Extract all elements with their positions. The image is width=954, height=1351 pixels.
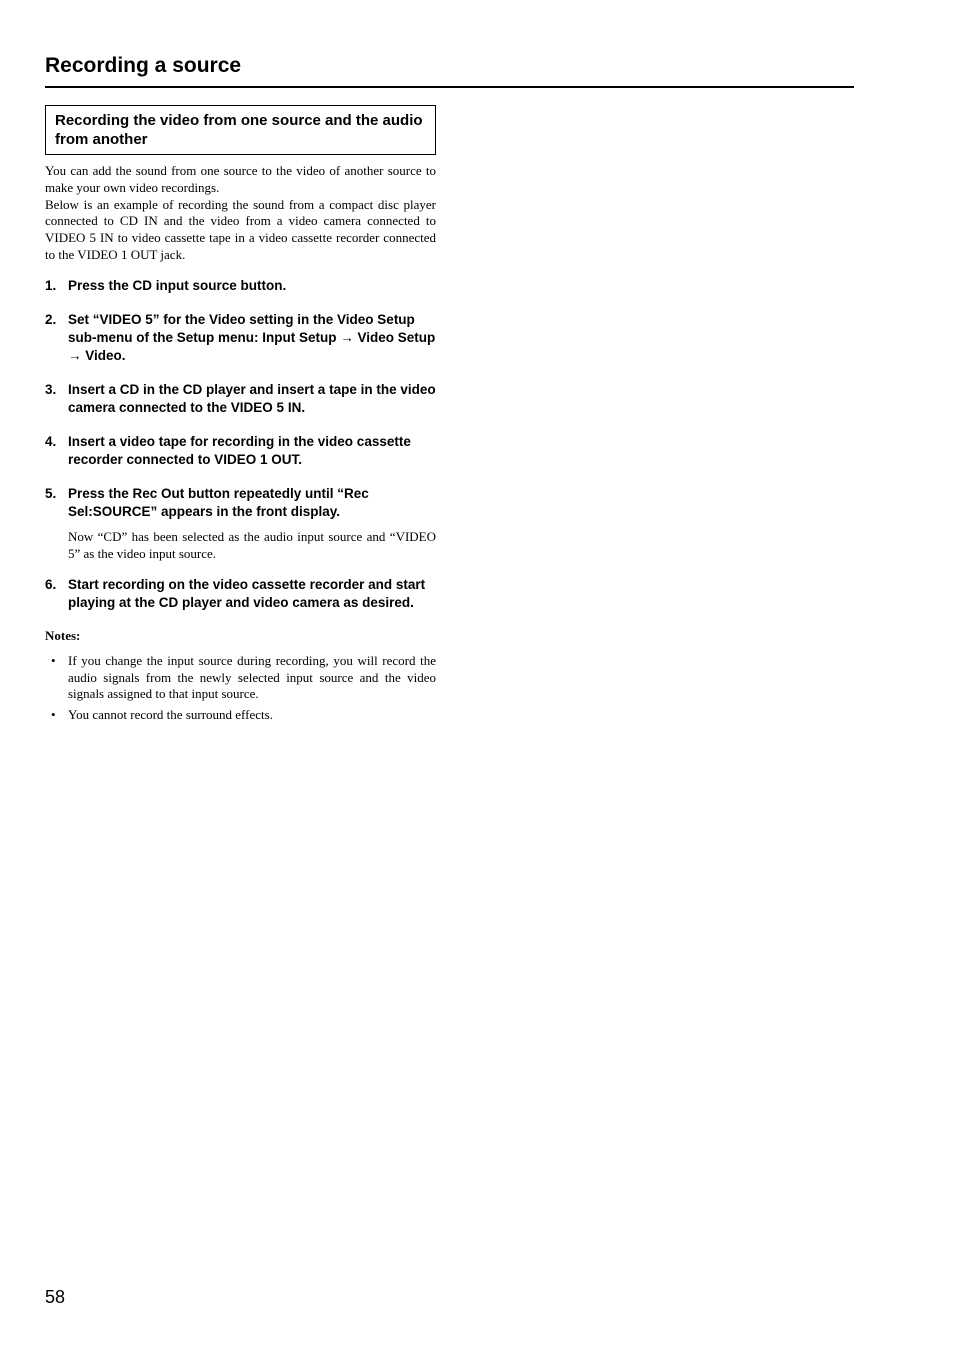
notes-title: Notes: bbox=[45, 628, 81, 644]
step-number: 4. bbox=[45, 433, 57, 449]
step-number: 3. bbox=[45, 381, 57, 397]
intro-text bbox=[45, 163, 436, 264]
note-item bbox=[45, 707, 436, 724]
step-text: Press the Rec Out button repeatedly until “Rec Sel:SOURCE” appears in the front display. bbox=[68, 485, 369, 519]
bullet-icon: • bbox=[51, 653, 56, 669]
step-number: 5. bbox=[45, 485, 57, 501]
bullet-icon: • bbox=[51, 706, 56, 722]
step-note: Now “CD” has been selected as the audio input source and “VIDEO 5” as the video input source. bbox=[68, 528, 436, 561]
step-text: Press the CD input source button. bbox=[68, 277, 287, 293]
step-item bbox=[45, 381, 436, 417]
content-column bbox=[45, 105, 436, 727]
step-item bbox=[45, 311, 436, 365]
step-text: Insert a CD in the CD player and insert a tape in the video camera connected to the VIDEO 5 IN. bbox=[68, 381, 436, 415]
step-text: Set “VIDEO 5” for the Video setting in the Video Setup sub-menu of the Setup menu: Input Setup → Video Setup → Video. bbox=[68, 311, 436, 363]
step-item bbox=[45, 576, 436, 612]
steps-list bbox=[45, 277, 436, 613]
note-item bbox=[45, 653, 436, 703]
section-heading: Recording the video from one source and the audio from another bbox=[45, 105, 436, 155]
note-text: You cannot record the surround effects. bbox=[68, 706, 273, 722]
note-text: If you change the input source during recording, you will record the audio signals from the newly selected input source and the video signals assigned to that input source. bbox=[68, 653, 436, 702]
step-number: 1. bbox=[45, 277, 57, 293]
step-text: Start recording on the video cassette recorder and start playing at the CD player and video camera as desired. bbox=[68, 577, 426, 611]
intro-paragraph: Below is an example of recording the sound from a compact disc player connected to CD IN and the video from a video camera connected to VIDEO 5 IN to video cassette tape in a video cassette recorder connected to the VIDEO 1 OUT jack. bbox=[45, 196, 436, 262]
page-number: 58 bbox=[45, 1287, 66, 1307]
step-item bbox=[45, 277, 436, 295]
step-number: 6. bbox=[45, 577, 57, 593]
step-number: 2. bbox=[45, 311, 57, 327]
intro-paragraph: You can add the sound from one source to the video of another source to make your own video recordings. bbox=[45, 163, 436, 195]
step-text: Insert a video tape for recording in the video cassette recorder connected to VIDEO 1 OUT. bbox=[68, 433, 411, 467]
notes-list bbox=[45, 653, 436, 723]
page-title: Recording a source bbox=[45, 52, 854, 88]
step-item bbox=[45, 433, 436, 469]
step-item bbox=[45, 485, 436, 563]
